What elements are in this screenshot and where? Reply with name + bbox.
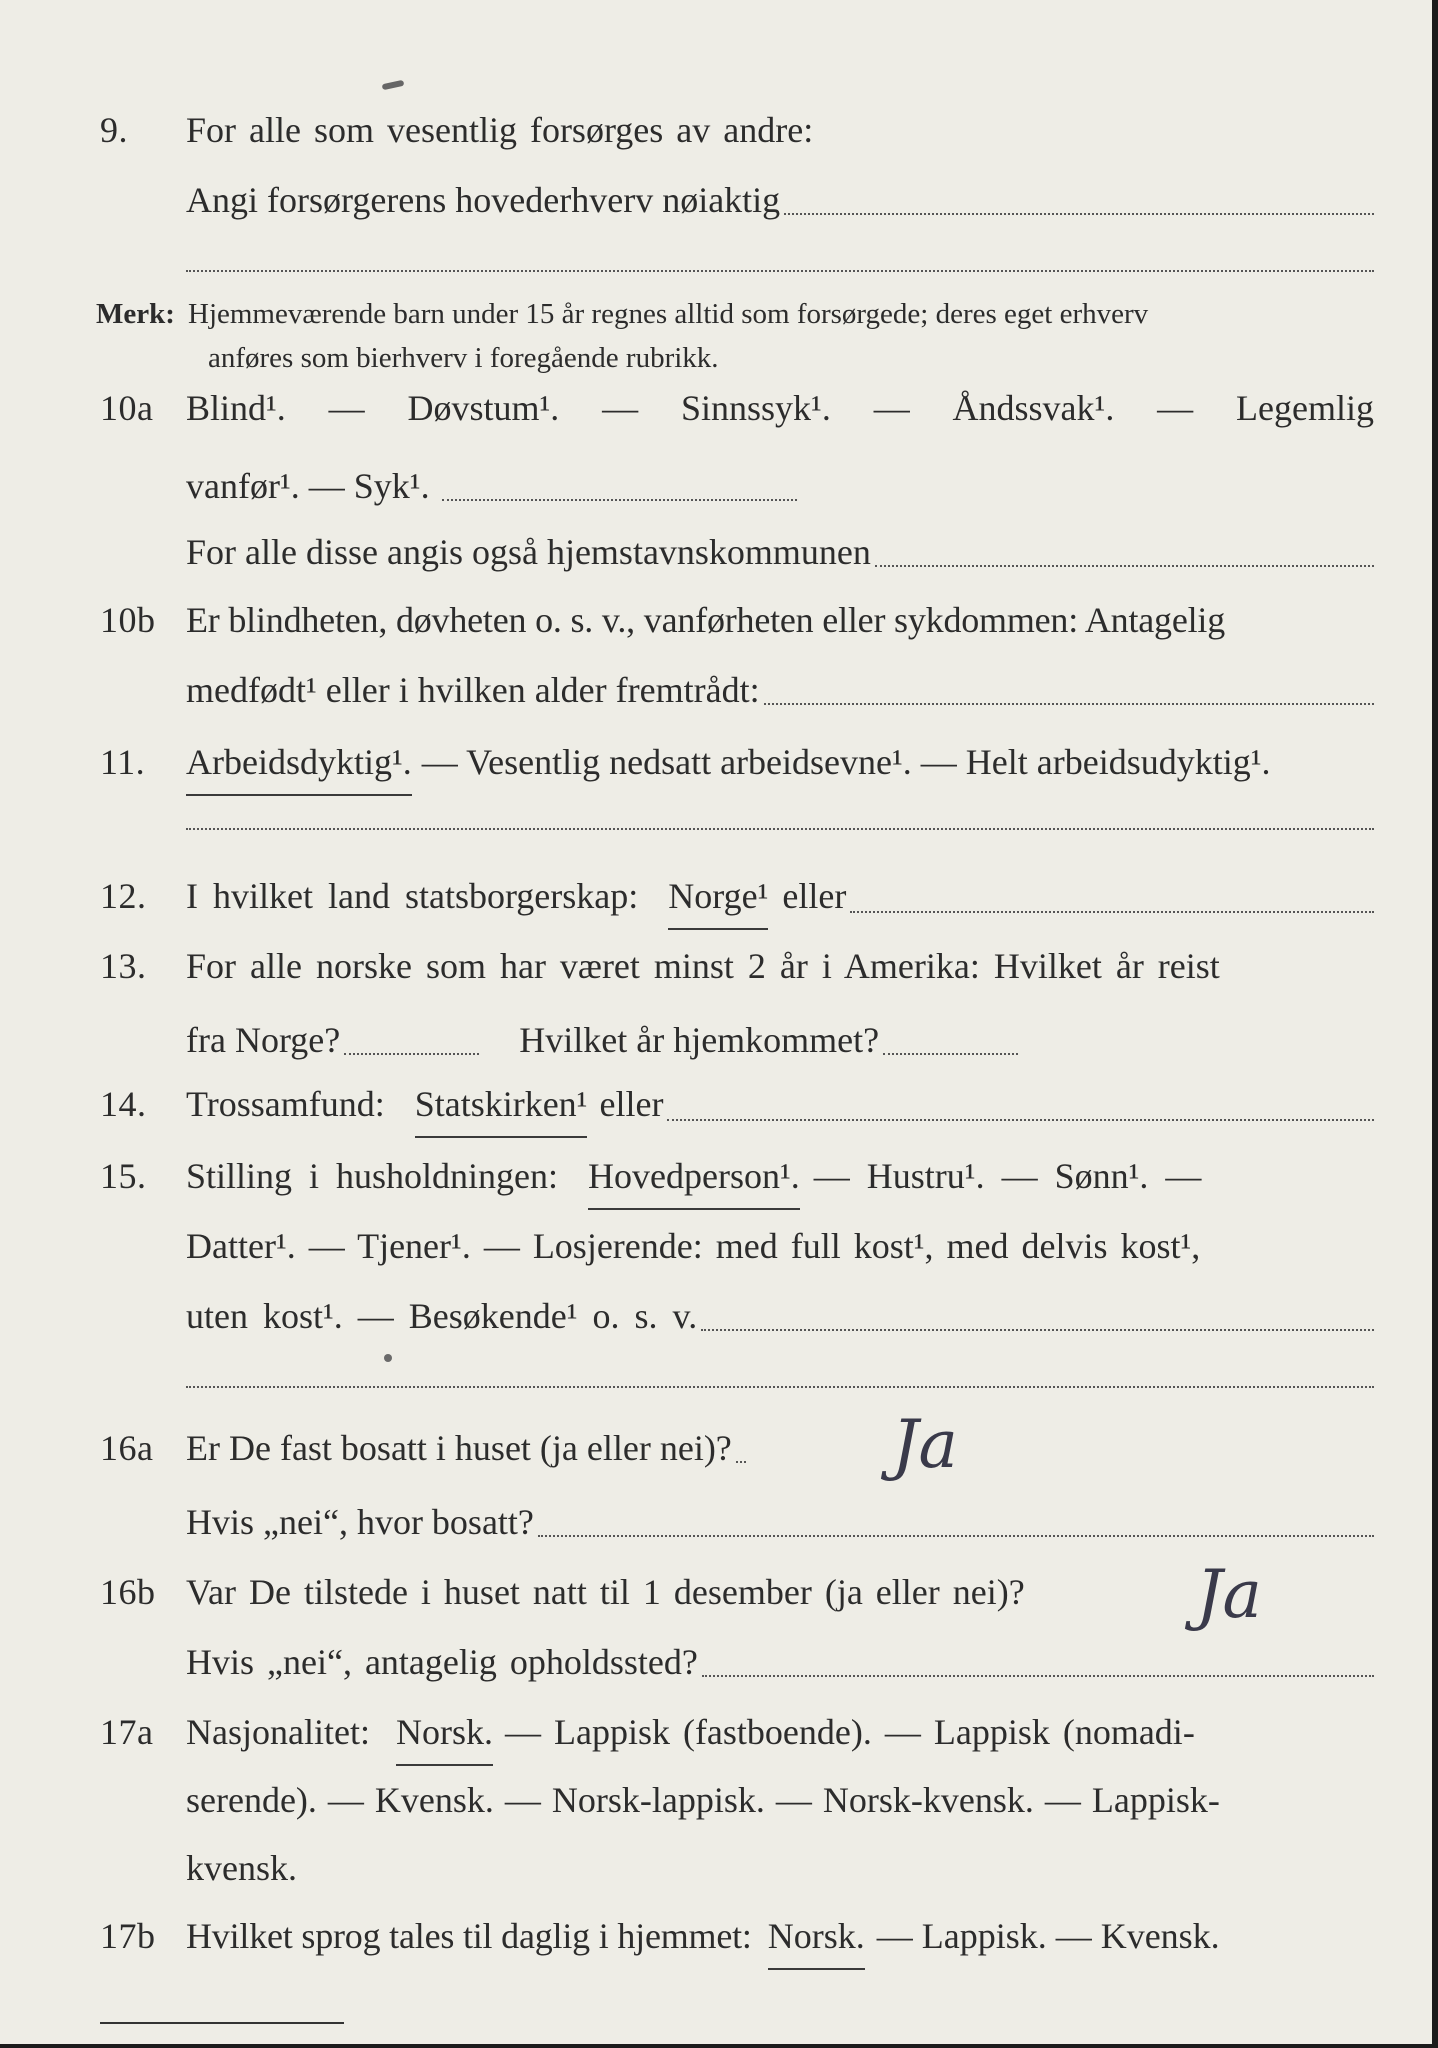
q17a-line3 bbox=[0, 1838, 1432, 1898]
q11-number: 11. bbox=[100, 742, 146, 782]
note-line1: Hjemmeværende barn under 15 år regnes alltid som forsørgede; deres eget erhverv bbox=[188, 298, 1149, 330]
q11-line bbox=[0, 732, 1432, 792]
q17b-question: Hvilket sprog tales til daglig i hjemmet: bbox=[186, 1916, 752, 1956]
q10a-dash: — bbox=[602, 388, 639, 428]
q14-question: Trossamfund: bbox=[186, 1084, 385, 1124]
q16b-followup: Hvis „nei“, antagelig opholdssted? bbox=[186, 1642, 698, 1682]
q17a-options-line2[interactable]: serende). — Kvensk. — Norsk-lappisk. — Norsk-kvensk. — Lappisk- bbox=[186, 1780, 1220, 1820]
q15-answer-field[interactable] bbox=[701, 1329, 1374, 1331]
q10a-opt-dovstum[interactable]: Døvstum¹. bbox=[407, 388, 560, 428]
q16b-opholdssted-field[interactable] bbox=[702, 1675, 1374, 1677]
q17a-opt-norsk[interactable]: Norsk. bbox=[396, 1702, 493, 1766]
q17b-other-options[interactable]: — Lappisk. — Kvensk. bbox=[876, 1916, 1220, 1956]
q16a-bosatt-field[interactable] bbox=[538, 1535, 1374, 1537]
q14-opt-statskirken[interactable]: Statskirken¹ bbox=[415, 1074, 588, 1138]
q17a-line2 bbox=[0, 1770, 1432, 1830]
q16a-followup: Hvis „nei“, hvor bosatt? bbox=[186, 1502, 534, 1542]
q10a-dash: — bbox=[873, 388, 910, 428]
q11-answer-field[interactable] bbox=[186, 828, 1374, 830]
q17a-number: 17a bbox=[100, 1712, 154, 1752]
q9-number: 9. bbox=[100, 110, 128, 150]
ink-mark bbox=[382, 80, 405, 90]
q10a-answer-field[interactable] bbox=[442, 499, 797, 501]
q10a-line3 bbox=[0, 522, 1432, 582]
q10a-opt-sinnssyk[interactable]: Sinnssyk¹. bbox=[681, 388, 831, 428]
q13-question: For alle norske som har været minst 2 år i Amerika: Hvilket år reist bbox=[186, 946, 1220, 986]
q15-number: 15. bbox=[100, 1156, 147, 1196]
q10b-line1 bbox=[0, 590, 1432, 650]
q16b-handwritten-answer: Ja bbox=[1196, 1556, 1262, 1633]
q9-line2 bbox=[0, 170, 1432, 230]
q10b-number: 10b bbox=[100, 600, 156, 640]
q15-line3 bbox=[0, 1286, 1432, 1346]
q17a-line1 bbox=[0, 1702, 1432, 1762]
q16a-number: 16a bbox=[100, 1428, 154, 1468]
q10b-question: Er blindheten, døvheten o. s. v., vanførheten eller sykdommen: Antagelig bbox=[186, 600, 1226, 640]
q10b-line2 bbox=[0, 660, 1432, 720]
q16b-number: 16b bbox=[100, 1572, 156, 1612]
q15-line2 bbox=[0, 1216, 1432, 1276]
q10a-options bbox=[186, 378, 1374, 438]
q12-line bbox=[0, 866, 1432, 926]
q12-answer-field[interactable] bbox=[850, 911, 1374, 913]
q15-answer-field-2[interactable] bbox=[186, 1386, 1374, 1388]
q17a-options-line3[interactable]: kvensk. bbox=[186, 1848, 297, 1888]
q12-eller: eller bbox=[782, 876, 847, 916]
q10a-dash: — bbox=[328, 388, 365, 428]
q15-options-line1[interactable]: — Hustru¹. — Sønn¹. — bbox=[813, 1156, 1202, 1196]
q11-other-options[interactable]: — Vesentlig nedsatt arbeidsevne¹. — Helt arbeidsudyktig¹. bbox=[421, 742, 1271, 782]
q16a-question: Er De fast bosatt i huset (ja eller nei)? bbox=[186, 1428, 732, 1468]
q13-hjemkommet-label: Hvilket år hjemkommet? bbox=[519, 1020, 880, 1060]
q16b-question: Var De tilstede i huset natt til 1 desember (ja eller nei)? bbox=[186, 1572, 1025, 1612]
q13-reist-field[interactable] bbox=[344, 1053, 479, 1055]
q16b-line2 bbox=[0, 1632, 1432, 1692]
q15-question: Stilling i husholdningen: bbox=[186, 1156, 559, 1196]
q15-options-line2[interactable]: Datter¹. — Tjener¹. — Losjerende: med full kost¹, med delvis kost¹, bbox=[186, 1226, 1201, 1266]
q10b-answer-field[interactable] bbox=[764, 703, 1374, 705]
q10a-opt-blind[interactable]: Blind¹. bbox=[186, 388, 286, 428]
note-line2: anføres som bierhverv i foregående rubrikk. bbox=[208, 342, 719, 374]
q16a-handwritten-answer: Ja bbox=[892, 1406, 958, 1483]
q12-opt-norge[interactable]: Norge¹ bbox=[668, 866, 768, 930]
q13-line1 bbox=[0, 936, 1432, 996]
q10a-number: 10a bbox=[100, 388, 154, 428]
q14-answer-field[interactable] bbox=[667, 1119, 1374, 1121]
q9-question: For alle som vesentlig forsørges av andre: bbox=[186, 110, 814, 150]
q10a-line1 bbox=[0, 378, 1432, 438]
ink-dot bbox=[384, 1354, 392, 1362]
q15-line1 bbox=[0, 1146, 1432, 1206]
q17b-line bbox=[0, 1906, 1432, 1966]
q10a-line2 bbox=[0, 456, 1432, 516]
q10a-hjemstavn-label: For alle disse angis også hjemstavnskommunen bbox=[186, 532, 871, 572]
q13-hjemkommet-field[interactable] bbox=[883, 1053, 1018, 1055]
q12-question: I hvilket land statsborgerskap: bbox=[186, 876, 639, 916]
q12-number: 12. bbox=[100, 876, 147, 916]
q14-line bbox=[0, 1074, 1432, 1134]
q15-opt-hovedperson[interactable]: Hovedperson¹. bbox=[588, 1146, 800, 1210]
q13-line2 bbox=[0, 1010, 1432, 1070]
q16a-line2 bbox=[0, 1492, 1432, 1552]
q17b-number: 17b bbox=[100, 1916, 156, 1956]
q9-answer-field-2[interactable] bbox=[186, 270, 1374, 272]
q17a-options-line1[interactable]: — Lappisk (fastboende). — Lappisk (nomadi- bbox=[504, 1712, 1195, 1752]
q9-instruction: Angi forsørgerens hovederhverv nøiaktig bbox=[186, 180, 781, 220]
q10a-opt-vanfor-syk[interactable]: vanfør¹. — Syk¹. bbox=[186, 466, 430, 506]
q10a-dash: — bbox=[1157, 388, 1194, 428]
q10a-opt-legemlig[interactable]: Legemlig bbox=[1236, 388, 1374, 428]
q13-reist-label: fra Norge? bbox=[186, 1020, 341, 1060]
q13-number: 13. bbox=[100, 946, 147, 986]
q10a-opt-andssvak[interactable]: Åndssvak¹. bbox=[952, 388, 1115, 428]
q16a-line1 bbox=[0, 1418, 1432, 1478]
q11-opt-arbeidsdyktig[interactable]: Arbeidsdyktig¹. bbox=[186, 732, 412, 796]
q9-line1 bbox=[0, 100, 1432, 160]
q10b-question-cont: medfødt¹ eller i hvilken alder fremtrådt: bbox=[186, 670, 760, 710]
q10a-hjemstavn-field[interactable] bbox=[875, 565, 1374, 567]
q14-eller: eller bbox=[599, 1084, 664, 1124]
q17b-opt-norsk[interactable]: Norsk. bbox=[768, 1906, 865, 1970]
q15-options-line3[interactable]: uten kost¹. — Besøkende¹ o. s. v. bbox=[186, 1296, 698, 1336]
bottom-rule bbox=[100, 2022, 344, 2024]
q16a-answer-field[interactable] bbox=[736, 1461, 746, 1463]
q9-answer-field[interactable] bbox=[784, 213, 1374, 215]
q17a-question: Nasjonalitet: bbox=[186, 1712, 370, 1752]
note-label: Merk: bbox=[96, 298, 175, 330]
q14-number: 14. bbox=[100, 1084, 147, 1124]
